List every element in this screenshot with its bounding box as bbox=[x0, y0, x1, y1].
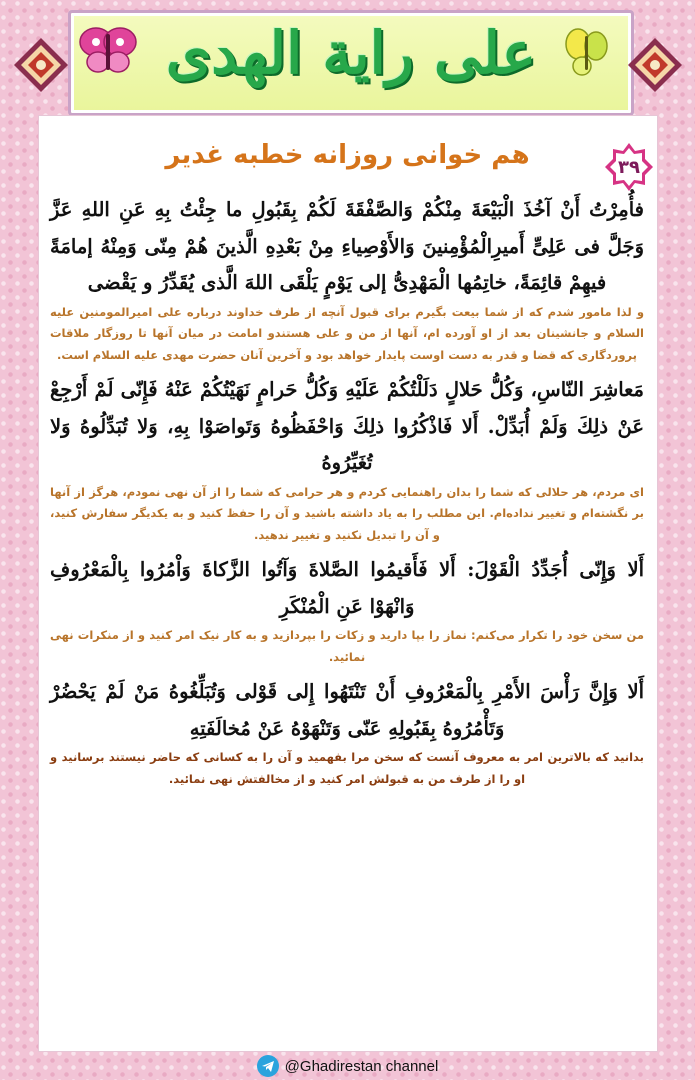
arabic-passage-1: فأُمِرْتُ أَنْ آخُذَ الْبَيْعَةَ مِنْكُمْ وَالصَّفْقَةَ لَكُمْ بِقَبُولِ ما جِئْتُ بِهِ عَنِ اللهِ عَزَّ وَجَلَّ فی عَلِیٍّ أَميرِالْمُؤْمِنينَ وَالأَوْصِياءِ مِنْ بَعْدِهِ الَّذينَ هُمْ مِنّی وَمِنْهُ إمامَةً فيهِمْ قائِمَةً، خاتِمُها الْمَهْدِیُّ إلی يَوْمٍ يَلْقَی اللهَ الَّذی يُقَدِّرُ و يَقْضی bbox=[50, 198, 645, 294]
channel-link[interactable]: @Ghadirestan channel bbox=[284, 1057, 439, 1075]
telegram-icon bbox=[257, 1055, 279, 1077]
title-banner bbox=[68, 10, 634, 116]
app-title: علی رایة الهدی bbox=[165, 19, 537, 87]
persian-translation-1: و لذا مامور شدم که از شما بیعت بگیرم برای قبول آنچه از طرف خداوند درباره علی امیرالمومنین علیه السلام و جانشینان بعد از او آورده ام، آنها از من و علی هستندو امامت در میان آنها تا روزگار ملاقات پروردگاری که قضا و قدر به دست اوست پایدار خواهد بود و آخرین آنان حضرت مهدی علیه السلام است. bbox=[50, 304, 644, 362]
persian-translation-4: بدانید که بالاترین امر به معروف آنست که سخن مرا بفهمید و آن را به کسانی که حاضر نیستند برسانید و او را از طرف من به قبولش امر کنید و از مخالفتش نهی نمائید. bbox=[50, 750, 644, 786]
ornament-right-icon bbox=[626, 36, 684, 94]
butterfly-pink-icon bbox=[78, 24, 138, 76]
ornament-left-icon bbox=[12, 36, 70, 94]
butterfly-yellow-icon bbox=[562, 26, 610, 78]
arabic-passage-2: مَعاشِرَ النّاسِ، وَكُلُّ حَلالٍ دَلَلْتُكُمْ عَلَيْهِ وَكُلُّ حَرامٍ نَهَيْتُكُمْ عَنْهُ فَإِنّی لَمْ أَرْجِعْ عَنْ ذلِكَ وَلَمْ أُبَدِّلْ. أَلا فَاذْكُرُوا ذلِكَ وَاحْفَظُوهُ وَتَواصَوْا بِهِ، وَلا تُبَدِّلُوهُ وَلا تُغَيِّرُوهُ bbox=[50, 378, 644, 474]
arabic-passage-3: أَلا وَإِنّی أُجَدِّدُ الْقَوْلَ: أَلا فَأَقيمُوا الصَّلاةَ وَآتُوا الزَّكاةَ وَاْمُرُوا بِالْمَعْرُوفِ وَانْهَوْا عَنِ الْمُنْكَرِ bbox=[50, 558, 644, 618]
day-number-badge bbox=[604, 142, 654, 192]
page-subtitle: هم خوانی روزانه خطبه غدیر bbox=[165, 140, 530, 170]
arabic-passage-4: أَلا وَإِنَّ رَأْسَ الأَمْرِ بِالْمَعْرُوفِ أَنْ تَنْتَهُوا إِلی قَوْلی وَتُبَلِّغُوهُ مَنْ لَمْ يَحْضُرْ وَتَأْمُرُوهُ بِقَبُولِهِ عَنّی وَتَنْهَوْهُ عَنْ مُخالَفَتِهِ bbox=[50, 680, 644, 740]
persian-translation-2: ای مردم، هر حلالی که شما را بدان راهنمایی کردم و هر حرامی که شما را از آن نهی نمودم، هرگز از آنها بر نگشته‌ام و تغییر نداده‌ام. این مطلب را به یاد داشته باشید و آن را حفظ کنید و به یکدیگر سفارش کنید، و آن را تبدیل نکنید و تغییر ندهید. bbox=[50, 484, 644, 542]
persian-translation-3: من سخن خود را تکرار می‌کنم: نماز را بپا دارید و زکات را بپردازید و به کار نیک امر کنید و از منکرات نهی نمائید. bbox=[50, 628, 644, 664]
sermon-text bbox=[50, 192, 644, 796]
channel-footer[interactable] bbox=[0, 1052, 695, 1080]
day-number: ۳۹ bbox=[618, 156, 640, 178]
